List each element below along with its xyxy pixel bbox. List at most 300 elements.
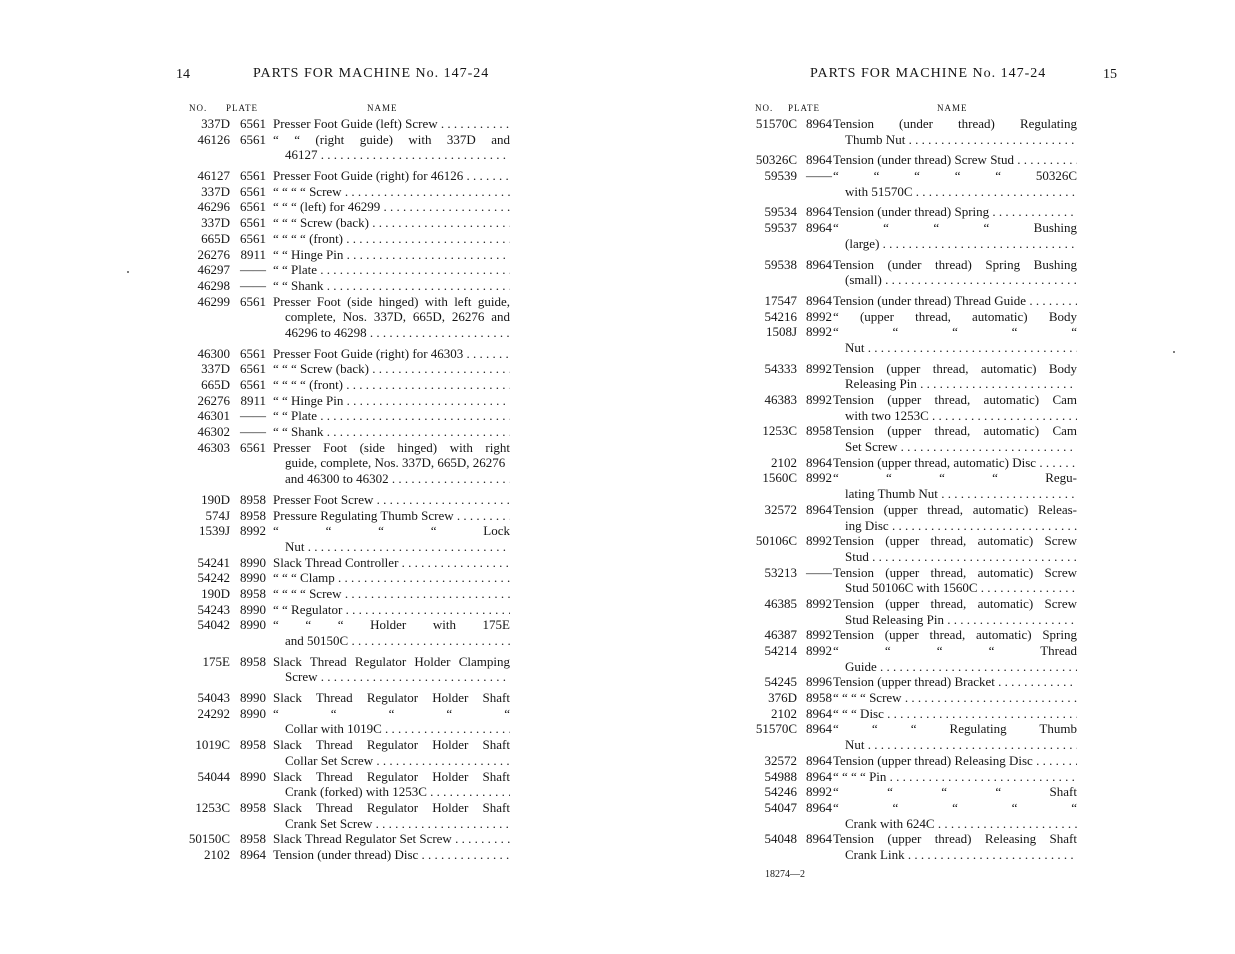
part-name: Presser Foot Screw . . .	[273, 492, 510, 508]
part-row-continuation	[737, 236, 1082, 252]
part-name: “ “ “ (left) for 46299 . . .	[273, 199, 510, 215]
right-page-title: PARTS FOR MACHINE No. 147-24	[810, 66, 1047, 81]
part-row	[737, 627, 1082, 643]
part-row-continuation	[170, 539, 515, 555]
part-name: 46296 to 46298 . . .	[273, 325, 510, 341]
part-name: “ “ “ Screw (back) . . .	[273, 361, 510, 377]
part-row	[170, 278, 515, 294]
part-name: Nut . . .	[833, 340, 1077, 356]
part-name: “ “ “ “ Pin . . .	[833, 769, 1077, 785]
part-name: Slack Thread Regulator Holder Clamping	[273, 653, 510, 669]
plate-number: 6561	[240, 293, 266, 309]
part-name: “ “ “ Disc . . .	[833, 706, 1077, 722]
part-number: 1253C	[762, 423, 797, 439]
part-number: 59538	[764, 256, 797, 272]
plate-number: 8992	[806, 308, 832, 324]
plate-number: 8990	[240, 768, 266, 784]
part-name: Slack Thread Regulator Holder Shaft	[273, 737, 510, 753]
plate-number: ——	[240, 408, 266, 424]
plate-number: 8990	[240, 601, 266, 617]
part-name: Tension (upper thread, automatic) Cam	[833, 423, 1077, 439]
part-row	[170, 215, 515, 231]
part-number: 46387	[764, 627, 797, 643]
part-number: 175E	[202, 653, 230, 669]
part-row-continuation	[737, 580, 1082, 596]
part-number: 46385	[764, 595, 797, 611]
plate-number: 8964	[806, 220, 832, 236]
part-row	[170, 377, 515, 393]
part-name: “ “ “ “ (front) . . .	[273, 231, 510, 247]
plate-number: 8958	[806, 423, 832, 439]
part-name: (large) . . .	[833, 236, 1077, 252]
part-name: Collar Set Screw . . .	[273, 753, 510, 769]
part-name: and 50150C . . .	[273, 633, 510, 649]
plate-number: 8964	[806, 721, 832, 737]
part-name: “ “ (right guide) with 337D and	[273, 131, 510, 147]
plate-number: 8992	[806, 595, 832, 611]
plate-number: 8911	[240, 392, 266, 408]
part-row	[170, 132, 515, 148]
part-number: 665D	[201, 230, 230, 246]
plate-number: 8964	[806, 454, 832, 470]
part-row	[170, 294, 515, 310]
plate-number: 8992	[806, 470, 832, 486]
plate-number: 8992	[806, 533, 832, 549]
plate-number: 6561	[240, 439, 266, 455]
part-number: 1539J	[198, 523, 230, 539]
part-number: 59537	[764, 220, 797, 236]
plate-number: 8958	[240, 737, 266, 753]
part-row	[737, 643, 1082, 659]
part-row	[737, 220, 1082, 236]
part-row	[737, 293, 1082, 309]
plate-number: 6561	[240, 168, 266, 184]
part-row-continuation	[170, 455, 515, 471]
part-name: “ “ Shank . . .	[273, 424, 510, 440]
part-name: “ (upper thread, automatic) Body	[833, 308, 1077, 324]
part-number: 32572	[764, 501, 797, 517]
part-name: “ “ “ “ “	[833, 799, 1077, 815]
plate-number: 6561	[240, 199, 266, 215]
part-row	[737, 455, 1082, 471]
part-row-continuation	[737, 737, 1082, 753]
part-row	[170, 184, 515, 200]
part-row	[170, 440, 515, 456]
part-row	[170, 690, 515, 706]
plate-number: 8992	[806, 627, 832, 643]
part-row	[170, 168, 515, 184]
plate-number: 6561	[240, 345, 266, 361]
part-name: “ “ “ “ Screw . . .	[833, 690, 1077, 706]
part-number: 1508J	[765, 324, 797, 340]
part-name: guide, complete, Nos. 337D, 665D, 26276	[285, 455, 506, 471]
part-name: “ “ “ “ Thread	[833, 643, 1077, 658]
part-number: 17547	[764, 292, 797, 308]
part-name: Tension (under thread) Thread Guide . . .	[833, 293, 1077, 309]
part-name: “ “ Shank . . .	[273, 278, 510, 294]
part-row	[170, 737, 515, 753]
part-row-continuation	[170, 753, 515, 769]
part-number: 54988	[764, 768, 797, 784]
part-name: Tension (upper thread, automatic) Releas-	[833, 501, 1077, 517]
part-number: 46297	[197, 262, 230, 278]
part-number: 2102	[771, 454, 797, 470]
part-row	[170, 247, 515, 263]
part-name: Tension (under thread) Regulating	[833, 116, 1077, 131]
part-row	[737, 361, 1082, 377]
part-row-continuation	[737, 549, 1082, 565]
part-name: Slack Thread Controller . . .	[273, 555, 510, 571]
plate-number: 8964	[806, 768, 832, 784]
part-number: 54044	[197, 768, 230, 784]
part-row-continuation	[170, 325, 515, 341]
part-number: 2102	[771, 705, 797, 721]
part-row-continuation	[737, 486, 1082, 502]
part-number: 1560C	[762, 470, 797, 486]
left-col-no-header: NO.	[189, 103, 208, 113]
plate-number: 8990	[240, 705, 266, 721]
part-number: 32572	[764, 752, 797, 768]
plate-number: 8958	[240, 585, 266, 601]
part-name: with two 1253C . . .	[833, 408, 1077, 424]
part-row	[737, 690, 1082, 706]
part-name: Slack Thread Regulator Holder Shaft	[273, 690, 510, 706]
part-row	[737, 533, 1082, 549]
plate-number: 8992	[806, 324, 832, 340]
part-name: Tension (upper thread) Bracket . . .	[833, 674, 1077, 690]
part-number: 46299	[197, 293, 230, 309]
plate-number: ——	[240, 424, 266, 440]
part-row	[737, 470, 1082, 486]
plate-number: 8964	[806, 705, 832, 721]
part-name: “ “ “ “ Bushing	[833, 220, 1077, 236]
part-number: 2102	[204, 846, 230, 862]
part-name: “ “ “ “ Regu-	[833, 470, 1077, 486]
part-row	[737, 831, 1082, 847]
plate-number: 6561	[240, 116, 266, 131]
part-row	[737, 309, 1082, 325]
part-name: Stud Releasing Pin . . .	[833, 612, 1077, 628]
part-number: 50326C	[755, 152, 797, 168]
plate-number: 8958	[240, 507, 266, 523]
part-name: 46127 . . .	[273, 147, 510, 163]
part-number: 46383	[764, 392, 797, 407]
part-name: Tension (upper thread, automatic) Cam	[833, 392, 1077, 407]
part-row-continuation	[737, 408, 1082, 424]
plate-number: 8964	[806, 752, 832, 768]
part-row	[170, 231, 515, 247]
part-row	[737, 502, 1082, 518]
part-number: 54243	[197, 601, 230, 617]
part-row	[170, 361, 515, 377]
part-row	[170, 831, 515, 847]
part-row-continuation	[737, 847, 1082, 863]
part-name: complete, Nos. 337D, 665D, 26276 and	[285, 309, 510, 325]
part-number: 54333	[764, 360, 797, 376]
part-row	[737, 784, 1082, 800]
part-number: 54241	[197, 554, 230, 570]
part-name: Slack Thread Regulator Set Screw . . .	[273, 831, 510, 847]
part-name: “ “ “ Screw (back) . . .	[273, 215, 510, 231]
part-name: with 51570C . . .	[833, 184, 1077, 200]
scan-speck	[1173, 351, 1175, 353]
part-name: “ “ “ “ “ 50326C	[833, 168, 1077, 184]
part-name: Crank Set Screw . . .	[273, 816, 510, 832]
part-row-continuation	[170, 816, 515, 832]
part-number: 46302	[197, 424, 230, 440]
part-number: 54047	[764, 799, 797, 815]
part-name: Tension (upper thread) Releasing Disc . . .	[833, 753, 1077, 769]
left-col-plate-header: PLATE	[226, 103, 258, 113]
part-name: Presser Foot (side hinged) with right	[273, 439, 510, 455]
plate-number: 8964	[806, 292, 832, 308]
plate-number: ——	[806, 168, 832, 184]
part-row	[737, 800, 1082, 816]
part-name: Presser Foot Guide (left) Screw . . .	[273, 116, 510, 132]
plate-number: 8992	[806, 643, 832, 658]
part-name: Tension (under thread) Spring Bushing	[833, 256, 1077, 272]
plate-number: 8964	[806, 204, 832, 220]
plate-number: 8990	[240, 617, 266, 633]
part-row	[737, 674, 1082, 690]
part-name: “ “ “ “ “	[273, 705, 510, 721]
part-row	[170, 508, 515, 524]
part-number: 376D	[768, 690, 797, 706]
part-name: Tension (upper thread, automatic) Body	[833, 360, 1077, 376]
part-row	[737, 565, 1082, 581]
part-row-continuation	[737, 132, 1082, 148]
part-name: “ “ “ “ “	[833, 324, 1077, 340]
plate-number: 8990	[240, 554, 266, 570]
part-number: 665D	[201, 377, 230, 392]
part-row-continuation	[737, 816, 1082, 832]
part-row	[170, 555, 515, 571]
plate-number: 8964	[240, 846, 266, 862]
part-number: 46298	[197, 277, 230, 293]
part-name: “ “ Plate . . .	[273, 408, 510, 424]
part-number: 51570C	[755, 721, 797, 737]
part-number: 1253C	[195, 799, 230, 815]
part-number: 190D	[201, 585, 230, 601]
part-number: 51570C	[755, 116, 797, 131]
plate-number: 6561	[240, 183, 266, 199]
part-name: Releasing Pin . . .	[833, 376, 1077, 392]
plate-number: 8990	[240, 570, 266, 586]
part-number: 46301	[197, 408, 230, 424]
right-col-plate-header: PLATE	[788, 103, 820, 113]
part-number: 24292	[197, 705, 230, 721]
part-number: 54042	[197, 617, 230, 633]
part-row	[170, 800, 515, 816]
part-name: Collar with 1019C . . .	[273, 721, 510, 737]
part-number: 59534	[764, 204, 797, 220]
part-name: ing Disc . . .	[833, 518, 1077, 534]
part-number: 1019C	[195, 737, 230, 753]
plate-number: 8958	[240, 491, 266, 507]
part-row	[737, 721, 1082, 737]
part-number: 26276	[197, 392, 230, 408]
part-name: Nut . . .	[833, 737, 1077, 753]
part-number: 46127	[197, 168, 230, 184]
part-row-continuation	[170, 147, 515, 163]
part-row	[737, 423, 1082, 439]
plate-number: 8964	[806, 256, 832, 272]
part-name: Presser Foot Guide (right) for 46303 . . .	[273, 346, 510, 362]
plate-number: 8990	[240, 690, 266, 706]
part-row-continuation	[170, 721, 515, 737]
part-number: 46300	[197, 345, 230, 361]
plate-number: 6561	[240, 215, 266, 231]
part-name: Set Screw . . .	[833, 439, 1077, 455]
part-name: “ “ “ “ Shaft	[833, 784, 1077, 800]
part-name: Tension (upper thread, automatic) Screw	[833, 564, 1077, 580]
part-row	[737, 769, 1082, 785]
part-row	[170, 586, 515, 602]
part-name: Stud . . .	[833, 549, 1077, 565]
left-page-title: PARTS FOR MACHINE No. 147-24	[253, 66, 490, 81]
part-row	[737, 324, 1082, 340]
scan-speck	[127, 271, 129, 273]
part-row-continuation	[737, 439, 1082, 455]
part-name: “ “ Regulator . . .	[273, 602, 510, 618]
part-row-continuation	[737, 272, 1082, 288]
plate-number: 8964	[806, 501, 832, 517]
part-number: 337D	[201, 116, 230, 131]
part-number: 337D	[201, 215, 230, 231]
part-name: Slack Thread Regulator Holder Shaft	[273, 768, 510, 784]
part-name: Tension (upper thread, automatic) Screw	[833, 595, 1077, 611]
part-row	[737, 257, 1082, 273]
right-parts-list	[737, 116, 1082, 863]
plate-number: 8992	[806, 392, 832, 407]
part-name: “ “ Plate . . .	[273, 262, 510, 278]
part-row	[170, 654, 515, 670]
part-number: 54216	[764, 308, 797, 324]
part-row	[737, 152, 1082, 168]
part-name: Slack Thread Regulator Holder Shaft	[273, 799, 510, 815]
part-row	[737, 753, 1082, 769]
part-name: lating Thumb Nut . . .	[833, 486, 1077, 502]
part-name: “ “ “ “ (front) . . .	[273, 377, 510, 393]
part-number: 337D	[201, 183, 230, 199]
part-name: Pressure Regulating Thumb Screw . . .	[273, 508, 510, 524]
part-name: Tension (upper thread, automatic) Screw	[833, 533, 1077, 549]
part-row	[737, 168, 1082, 184]
part-row-continuation	[737, 376, 1082, 392]
part-row	[170, 570, 515, 586]
part-row-continuation	[170, 633, 515, 649]
part-row	[170, 617, 515, 633]
part-name: Tension (under thread) Disc . . .	[273, 847, 510, 863]
left-col-name-header: NAME	[367, 103, 398, 113]
part-number: 54043	[197, 690, 230, 706]
part-name: Presser Foot Guide (right) for 46126 . . .	[273, 168, 510, 184]
part-name: Nut . . .	[273, 539, 510, 555]
part-name: “ “ “ “ Screw . . .	[273, 184, 510, 200]
part-number: 26276	[197, 246, 230, 262]
part-row-continuation	[737, 659, 1082, 675]
part-number: 54242	[197, 570, 230, 586]
part-row-continuation	[737, 340, 1082, 356]
plate-number: 8958	[240, 653, 266, 669]
part-row-continuation	[170, 784, 515, 800]
part-name: “ “ “ Clamp . . .	[273, 570, 510, 586]
part-row-continuation	[170, 669, 515, 685]
part-name: and 46300 to 46302 . . .	[273, 471, 510, 487]
part-row	[170, 523, 515, 539]
part-row	[170, 408, 515, 424]
plate-number: 8964	[806, 799, 832, 815]
part-row	[170, 492, 515, 508]
plate-number: 8992	[806, 360, 832, 376]
plate-number: 8964	[806, 116, 832, 131]
part-number: 574J	[205, 507, 230, 523]
part-number: 54245	[764, 674, 797, 690]
part-name: Guide . . .	[833, 659, 1077, 675]
part-row	[737, 392, 1082, 408]
part-row-continuation	[170, 471, 515, 487]
plate-number: 8964	[806, 831, 832, 847]
part-name: Thumb Nut . . .	[833, 132, 1077, 148]
plate-number: 8964	[806, 152, 832, 168]
part-row-continuation	[737, 184, 1082, 200]
part-name: Screw . . .	[273, 669, 510, 685]
part-name: “ “ “ Holder with 175E	[273, 617, 510, 633]
part-row	[170, 424, 515, 440]
plate-number: 8958	[240, 831, 266, 847]
part-number: 46296	[197, 199, 230, 215]
plate-number: 6561	[240, 377, 266, 392]
part-row	[170, 706, 515, 722]
part-number: 50106C	[755, 533, 797, 549]
part-name: Stud 50106C with 1560C . . .	[833, 580, 1077, 596]
plate-number: ——	[240, 277, 266, 293]
part-row	[170, 847, 515, 863]
plate-number: 8992	[806, 784, 832, 800]
plate-number: 6561	[240, 361, 266, 377]
plate-number: 8992	[240, 523, 266, 539]
part-number: 53213	[764, 564, 797, 580]
part-row	[170, 602, 515, 618]
plate-number: ——	[806, 564, 832, 580]
part-number: 54048	[764, 831, 797, 847]
plate-number: 8958	[806, 690, 832, 706]
part-name: (small) . . .	[833, 272, 1077, 288]
plate-number: 8911	[240, 246, 266, 262]
part-row-continuation	[737, 518, 1082, 534]
left-page-number: 14	[176, 67, 190, 82]
right-page-number: 15	[1103, 67, 1117, 82]
part-number: 46126	[197, 131, 230, 147]
part-row-continuation	[737, 612, 1082, 628]
part-number: 46303	[197, 439, 230, 455]
part-row	[737, 204, 1082, 220]
part-name: “ “ “ “ Lock	[273, 523, 510, 539]
part-number: 50150C	[188, 831, 230, 847]
part-name: “ “ Hinge Pin . . .	[273, 247, 510, 263]
part-row	[170, 769, 515, 785]
part-name: “ “ Hinge Pin . . .	[273, 393, 510, 409]
part-name: “ “ “ Regulating Thumb	[833, 721, 1077, 737]
part-name: Tension (under thread) Spring . . .	[833, 204, 1077, 220]
part-row	[737, 596, 1082, 612]
part-name: Presser Foot (side hinged) with left guide,	[273, 293, 510, 309]
right-col-no-header: NO.	[755, 103, 774, 113]
part-name: Crank (forked) with 1253C . . .	[273, 784, 510, 800]
part-name: Tension (under thread) Screw Stud . . .	[833, 152, 1077, 168]
part-number: 59539	[764, 168, 797, 184]
part-name: Crank Link . . .	[833, 847, 1077, 863]
